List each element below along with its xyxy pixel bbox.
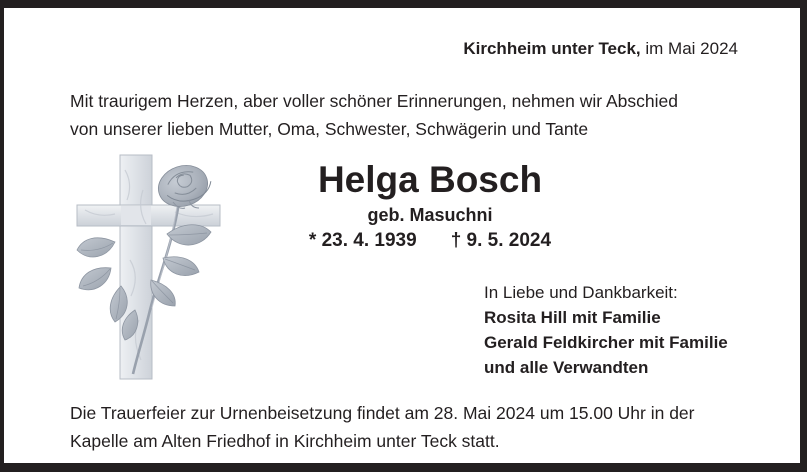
mourner-line: und alle Verwandten (484, 358, 649, 377)
death-date: † 9. 5. 2024 (450, 230, 552, 251)
deceased-block (230, 158, 630, 253)
deceased-name: Helga Bosch (317, 159, 543, 200)
life-dates (230, 229, 630, 253)
deceased-maiden-name: geb. Masuchni (367, 205, 493, 225)
intro-line-1: Mit traurigem Herzen, aber voller schöner Erinnerungen, nehmen wir Abschied (70, 91, 678, 111)
intro-paragraph (70, 87, 678, 143)
condolence-block (484, 280, 728, 380)
dateline (463, 39, 738, 59)
dateline-date: im Mai 2024 (645, 39, 738, 58)
funeral-line-2: Kapelle am Alten Friedhof in Kirchheim unter Teck statt. (70, 431, 500, 451)
mourner-line: Gerald Feldkircher mit Familie (484, 333, 728, 352)
funeral-paragraph (70, 399, 695, 455)
birth-date: * 23. 4. 1939 (308, 230, 417, 251)
cross-with-rose-image (55, 150, 235, 390)
dateline-place: Kirchheim unter Teck, (463, 39, 641, 58)
mourner-line: Rosita Hill mit Familie (484, 308, 661, 327)
intro-line-2: von unserer lieben Mutter, Oma, Schwester, Schwägerin und Tante (70, 119, 589, 139)
condolence-intro: In Liebe und Dankbarkeit: (484, 283, 678, 302)
funeral-line-1: Die Trauerfeier zur Urnenbeisetzung findet am 28. Mai 2024 um 15.00 Uhr in der (70, 403, 695, 423)
